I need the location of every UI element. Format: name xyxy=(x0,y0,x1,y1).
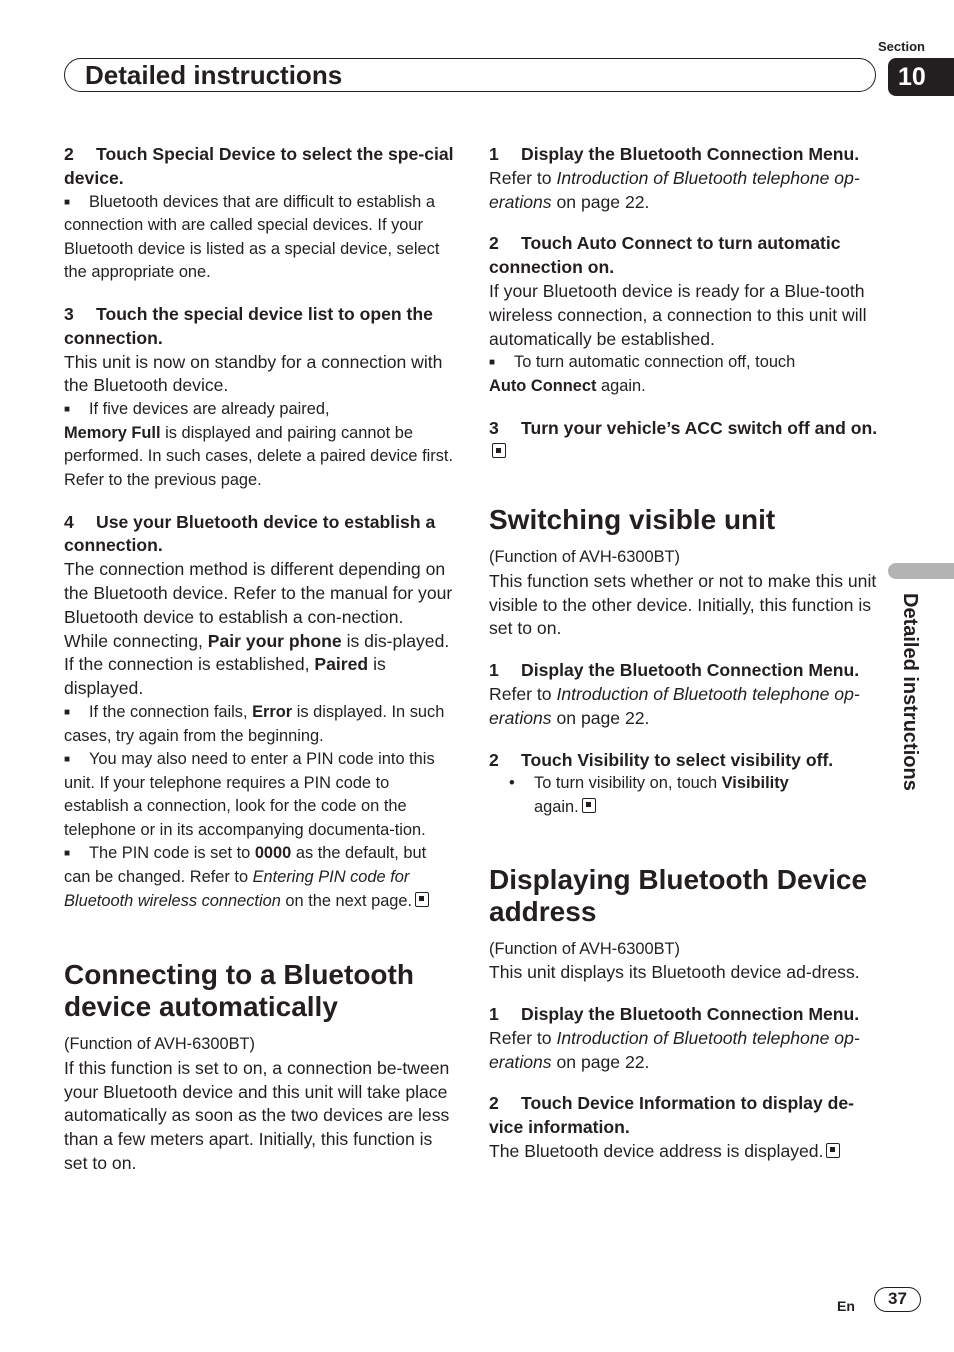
body-text: If this function is set to on, a connection be-tween your Bluetooth device and this unit will take place automatically as soon as the two devices are less than a few meters apart. Initially, this function is set to on. xyxy=(64,1057,450,1174)
square-bullet-icon: ■ xyxy=(64,404,71,416)
body-text: The connection method is different depending on the Bluetooth device. Refer to the manual for your Bluetooth device to establish a con-nection. xyxy=(64,559,453,627)
end-mark-icon xyxy=(492,443,506,458)
right-column xyxy=(489,143,879,1164)
square-bullet-icon: ■ xyxy=(64,196,71,208)
left-column xyxy=(64,143,454,1176)
note: ■ To turn automatic connection off, touch Auto Connect again. xyxy=(489,353,796,395)
section-heading: Displaying Bluetooth Device address xyxy=(489,863,868,927)
note: ■ If five devices are already paired, Memory Full is displayed and pairing cannot be performed. In such cases, delete a paired device first. Refer to the previous page. xyxy=(64,400,454,489)
step-heading: 4 Use your Bluetooth device to establish a connection. xyxy=(64,511,436,556)
square-bullet-icon: ■ xyxy=(64,754,71,766)
dot-bullet-icon: • xyxy=(509,774,515,793)
body-text: Refer to Introduction of Bluetooth telephone op-erations on page 22. xyxy=(489,1027,860,1072)
body-text: If your Bluetooth device is ready for a Blue-tooth wireless connection, a connection to this unit will automatically be established. xyxy=(489,280,867,349)
end-mark-icon xyxy=(415,892,429,907)
body-text: This unit is now on standby for a connection with the Bluetooth device. xyxy=(64,351,443,396)
section-heading: Switching visible unit xyxy=(489,504,776,536)
note: ■ The PIN code is set to 0000 as the default, but can be changed. Refer to Entering PIN code for Bluetooth wireless connection on the next page. xyxy=(64,842,454,913)
language-label: En xyxy=(837,1298,855,1314)
step-heading: 2 Touch Special Device to select the spe-cial device. xyxy=(64,144,454,188)
body-text: This unit displays its Bluetooth device ad-dress. xyxy=(489,962,860,983)
note: ■ If the connection fails, Error is displayed. In such cases, try again from the beginning. xyxy=(64,702,445,745)
step-heading: 2 Touch Visibility to select visibility off. xyxy=(489,749,834,770)
step-heading: 1 Display the Bluetooth Connection Menu. xyxy=(489,1003,860,1024)
end-mark-icon xyxy=(826,1143,840,1158)
note: ■ You may also need to enter a PIN code into this unit. If your telephone requires a PIN code to establish a connection, look for the code on the telephone or in its accompanying documenta-tion. xyxy=(64,750,435,839)
page-title: Detailed instructions xyxy=(85,60,343,90)
step-heading: 2 Touch Device Information to display de-vice information. xyxy=(489,1093,855,1138)
page-number: 37 xyxy=(874,1287,921,1312)
square-bullet-icon: ■ xyxy=(64,706,71,718)
body-text: Refer to Introduction of Bluetooth telephone op-erations on page 22. xyxy=(489,683,860,728)
body-text: Refer to Introduction of Bluetooth telephone op-erations on page 22. xyxy=(489,167,860,212)
section-label: Section xyxy=(878,39,925,54)
side-tab-marker xyxy=(888,563,954,579)
note: ■ Bluetooth devices that are difficult to establish a connection with are called special devices. If your Bluetooth device is listed as a special device, select the appropriate one. xyxy=(64,192,440,282)
body-text: (Function of AVH-6300BT) xyxy=(64,1035,256,1054)
step-heading: 1 Display the Bluetooth Connection Menu. xyxy=(489,660,860,681)
step-heading: 3 Turn your vehicle’s ACC switch off and on. xyxy=(489,417,879,465)
end-mark-icon xyxy=(582,798,596,813)
body-text: This function sets whether or not to make this unit visible to the other device. Initially, this function is set to on. xyxy=(489,570,877,639)
section-number-badge: 10 xyxy=(888,58,954,96)
body-text: (Function of AVH-6300BT) xyxy=(489,939,681,958)
section-heading: Connecting to a Bluetooth device automatically xyxy=(64,959,414,1023)
step-heading: 2 Touch Auto Connect to turn automatic connection on. xyxy=(489,233,841,278)
header-bar xyxy=(64,58,876,92)
square-bullet-icon: ■ xyxy=(64,848,71,860)
body-text: (Function of AVH-6300BT) xyxy=(489,548,681,567)
side-tab-label: Detailed instructions xyxy=(899,593,921,791)
note: • To turn visibility on, touch Visibility again. xyxy=(509,774,789,816)
body-text: While connecting, Pair your phone is dis-played. If the connection is established, Paired is displayed. xyxy=(64,630,450,699)
body-text: The Bluetooth device address is displayed. xyxy=(489,1140,879,1164)
step-heading: 1 Display the Bluetooth Connection Menu. xyxy=(489,144,860,164)
step-heading: 3 Touch the special device list to open the connection. xyxy=(64,303,433,348)
square-bullet-icon: ■ xyxy=(489,357,496,369)
